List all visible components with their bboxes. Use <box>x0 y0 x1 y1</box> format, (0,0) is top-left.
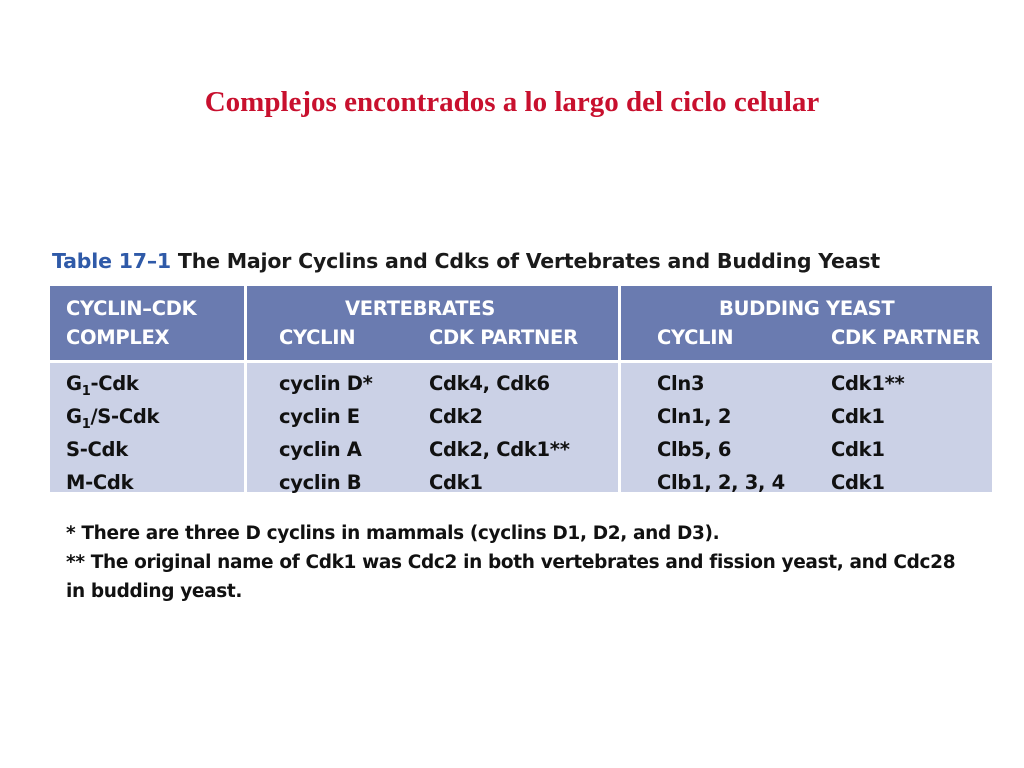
yeast-cyclin: Cln3 <box>657 372 705 395</box>
yeast-cyclin: Clb1, 2, 3, 4 <box>657 471 785 494</box>
table-number: Table 17–1 <box>52 249 171 273</box>
yeast-cdk: Cdk1 <box>831 438 885 461</box>
footnote: in budding yeast. <box>66 581 243 602</box>
body-vertebrates-cell <box>247 363 618 492</box>
header-yeast-cdk-partner: CDK PARTNER <box>831 326 980 349</box>
slide-title: Complejos encontrados a lo largo del ciclo celular <box>204 86 820 118</box>
header-vertebrates: VERTEBRATES <box>345 297 495 320</box>
header-vertebrates-cell <box>247 286 618 360</box>
vert-cdk: Cdk1 <box>429 471 483 494</box>
vert-cyclin: cyclin E <box>279 405 360 428</box>
yeast-cdk: Cdk1 <box>831 471 885 494</box>
yeast-cyclin: Clb5, 6 <box>657 438 732 461</box>
body-complex-cell <box>50 363 244 492</box>
complex-g1s-cdk: $G_1/S$-Cdk <box>66 405 160 432</box>
complex-s-cdk: S-Cdk <box>66 438 128 461</box>
yeast-cdk: Cdk1** <box>831 372 905 395</box>
vert-cyclin: cyclin D* <box>279 372 373 395</box>
complex-g1-cdk: $G_1$-Cdk <box>66 372 139 399</box>
table-footnotes <box>66 519 996 606</box>
header-vert-cyclin: CYCLIN <box>279 326 356 349</box>
footnote: * There are three D cyclins in mammals (cyclins D1, D2, and D3). <box>66 523 720 544</box>
vert-cdk: Cdk2, Cdk1** <box>429 438 570 461</box>
vert-cyclin: cyclin B <box>279 471 362 494</box>
header-complex-line2: COMPLEX <box>66 326 170 349</box>
yeast-cyclin: Cln1, 2 <box>657 405 732 428</box>
footnote: ** The original name of Cdk1 was Cdc2 in both vertebrates and fission yeast, and Cdc28 <box>66 552 956 573</box>
table-caption-text: The Major Cyclins and Cdks of Vertebrates and Budding Yeast <box>177 249 880 273</box>
header-budding-yeast-cell <box>621 286 992 360</box>
header-complex-line1: CYCLIN–CDK <box>66 297 197 320</box>
table-caption <box>52 249 992 273</box>
yeast-cdk: Cdk1 <box>831 405 885 428</box>
vert-cyclin: cyclin A <box>279 438 362 461</box>
header-vert-cdk-partner: CDK PARTNER <box>429 326 578 349</box>
header-complex-cell <box>50 286 244 360</box>
body-budding-yeast-cell <box>621 363 992 492</box>
header-yeast-cyclin: CYCLIN <box>657 326 734 349</box>
header-budding-yeast: BUDDING YEAST <box>719 297 895 320</box>
vert-cdk: Cdk2 <box>429 405 483 428</box>
vert-cdk: Cdk4, Cdk6 <box>429 372 550 395</box>
complex-m-cdk: M-Cdk <box>66 471 134 494</box>
